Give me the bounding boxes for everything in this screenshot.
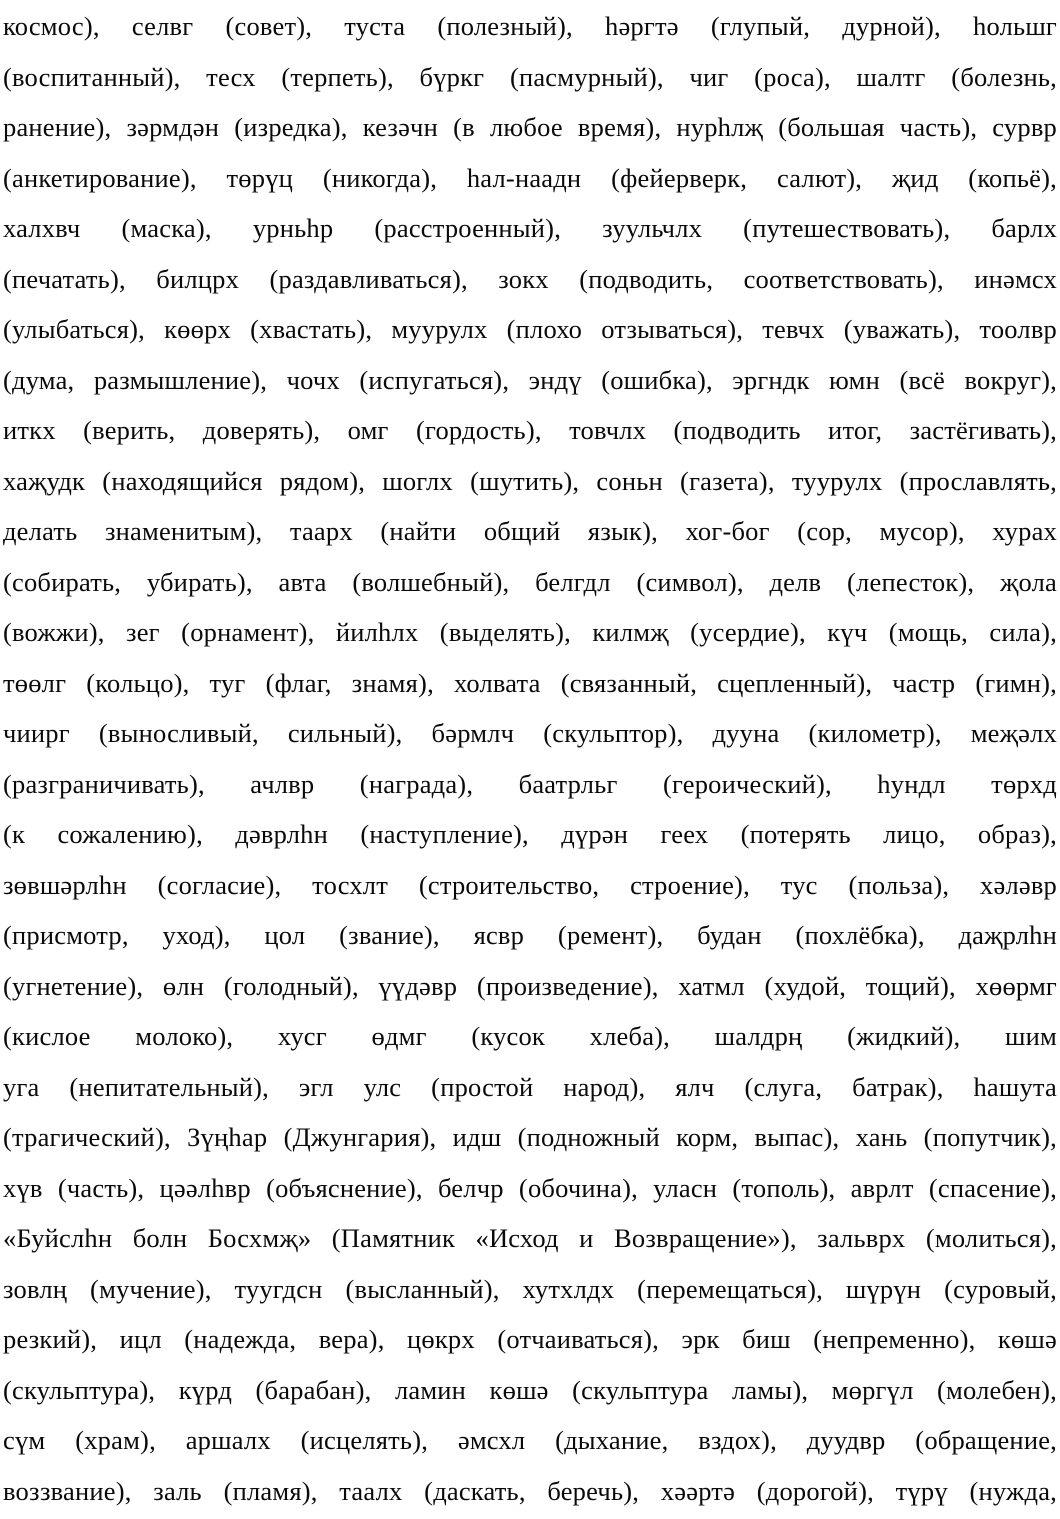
text-line: (улыбаться), көөрх (хвастать), муурулх (плохо отзываться), тевчх (уважать), тоолвр (3, 314, 1057, 344)
text-line: (присмотр, уход), цол (звание), ясвр (ремент), будан (похлёбка), даҗрлһн (3, 920, 1057, 950)
text-line: (трагический), Зүңһар (Джунгария), идш (подножный корм, выпас), хань (попутчик), (3, 1122, 1057, 1152)
text-line: резкий), ицл (надежда, вера), цөкрх (отчаиваться), эрк биш (непременно), көшә (3, 1324, 1057, 1354)
text-line: (вожжи), зег (орнамент), йилһлх (выделять), килмҗ (усердие), күч (мощь, сила), (3, 617, 1057, 647)
text-line: хаҗудк (находящийся рядом), шоглх (шутить), соньн (газета), туурулх (прославлять, (3, 465, 1057, 496)
text-line: (печатать), билцрх (раздавливаться), зокх (подводить, соответствовать), инәмсх (3, 263, 1057, 294)
text-line: чиирг (выносливый, сильный), бәрмлч (скульптор), дууна (километр), меҗәлх (3, 718, 1057, 748)
text-line: хүв (часть), цәәлһвр (объяснение), белчр (обочина), уласн (тополь), аврлт (спасение), (3, 1172, 1057, 1203)
text-line: зовлң (мучение), туугдсн (высланный), хутхлдх (перемещаться), шүрүн (суровый, (3, 1273, 1057, 1304)
text-line: (разграничивать), ачлвр (награда), баатрльг (героический), һундл төрхд (3, 768, 1057, 799)
text-line: иткх (верить, доверять), омг (гордость), товчлх (подводить итог, застёгивать), (3, 415, 1057, 445)
text-line: (кислое молоко), хусг өдмг (кусок хлеба), шалдрң (жидкий), шим (3, 1021, 1057, 1051)
text-line: (дума, размышление), чочх (испугаться), эндү (ошибка), эргндк юмн (всё вокруг), (3, 364, 1057, 395)
text-line: төөлг (кольцо), туг (флаг, знамя), холвата (связанный, сцепленный), частр (гимн), (3, 667, 1057, 698)
text-line: (анкетирование), төрүц (никогда), һал-наадн (фейерверк, салют), җид (копьё), (3, 162, 1057, 193)
text-line: космос), селвг (совет), туста (полезный), һәргтә (глупый, дурной), һольшг (3, 11, 1057, 41)
text-line: (к сожалению), дәврлһн (наступление), дүрән геех (потерять лицо, образ), (3, 819, 1057, 849)
text-line: «Буйслһн болн Босхмҗ» (Памятник «Исход и Возвращение»), зальврх (молиться), (3, 1223, 1057, 1253)
text-line: зөвшәрлһн (согласие), тосхлт (строительство, строение), тус (польза), хәләвр (3, 869, 1057, 900)
text-line: сүм (храм), аршалх (исцелять), әмсхл (дыхание, вздох), дуудвр (обращение, (3, 1425, 1057, 1455)
text-line: (скульптура), күрд (барабан), ламин көшә (скульптура ламы), мөргүл (молебен), (3, 1374, 1057, 1405)
text-line: воззвание), заль (пламя), таалх (даскать, беречь), хәәртә (дорогой), түрү (нужда, (3, 1475, 1057, 1506)
text-line: (собирать, убирать), авта (волшебный), белгдл (символ), делв (лепесток), җола (3, 566, 1057, 597)
text-line: халхвч (маска), урньһр (расстроенный), зуульчлх (путешествовать), барлх (3, 213, 1057, 243)
text-line: делать знаменитым), таарх (найти общий язык), хог-бог (сор, мусор), хурах (3, 516, 1057, 546)
text-line: ранение), зәрмдән (изредка), кезәчн (в любое время), нурһлҗ (большая часть), сурвр (3, 112, 1057, 142)
text-line: уга (непитательный), эгл улс (простой народ), ялч (слуга, батрак), һашута (3, 1071, 1057, 1102)
text-line: (угнетение), өлн (голодный), үүдәвр (произведение), хатмл (худой, тощий), хөөрмг (3, 970, 1057, 1001)
text-line: (воспитанный), тесх (терпеть), бүркг (пасмурный), чиг (роса), шалтг (болезнь, (3, 61, 1057, 92)
